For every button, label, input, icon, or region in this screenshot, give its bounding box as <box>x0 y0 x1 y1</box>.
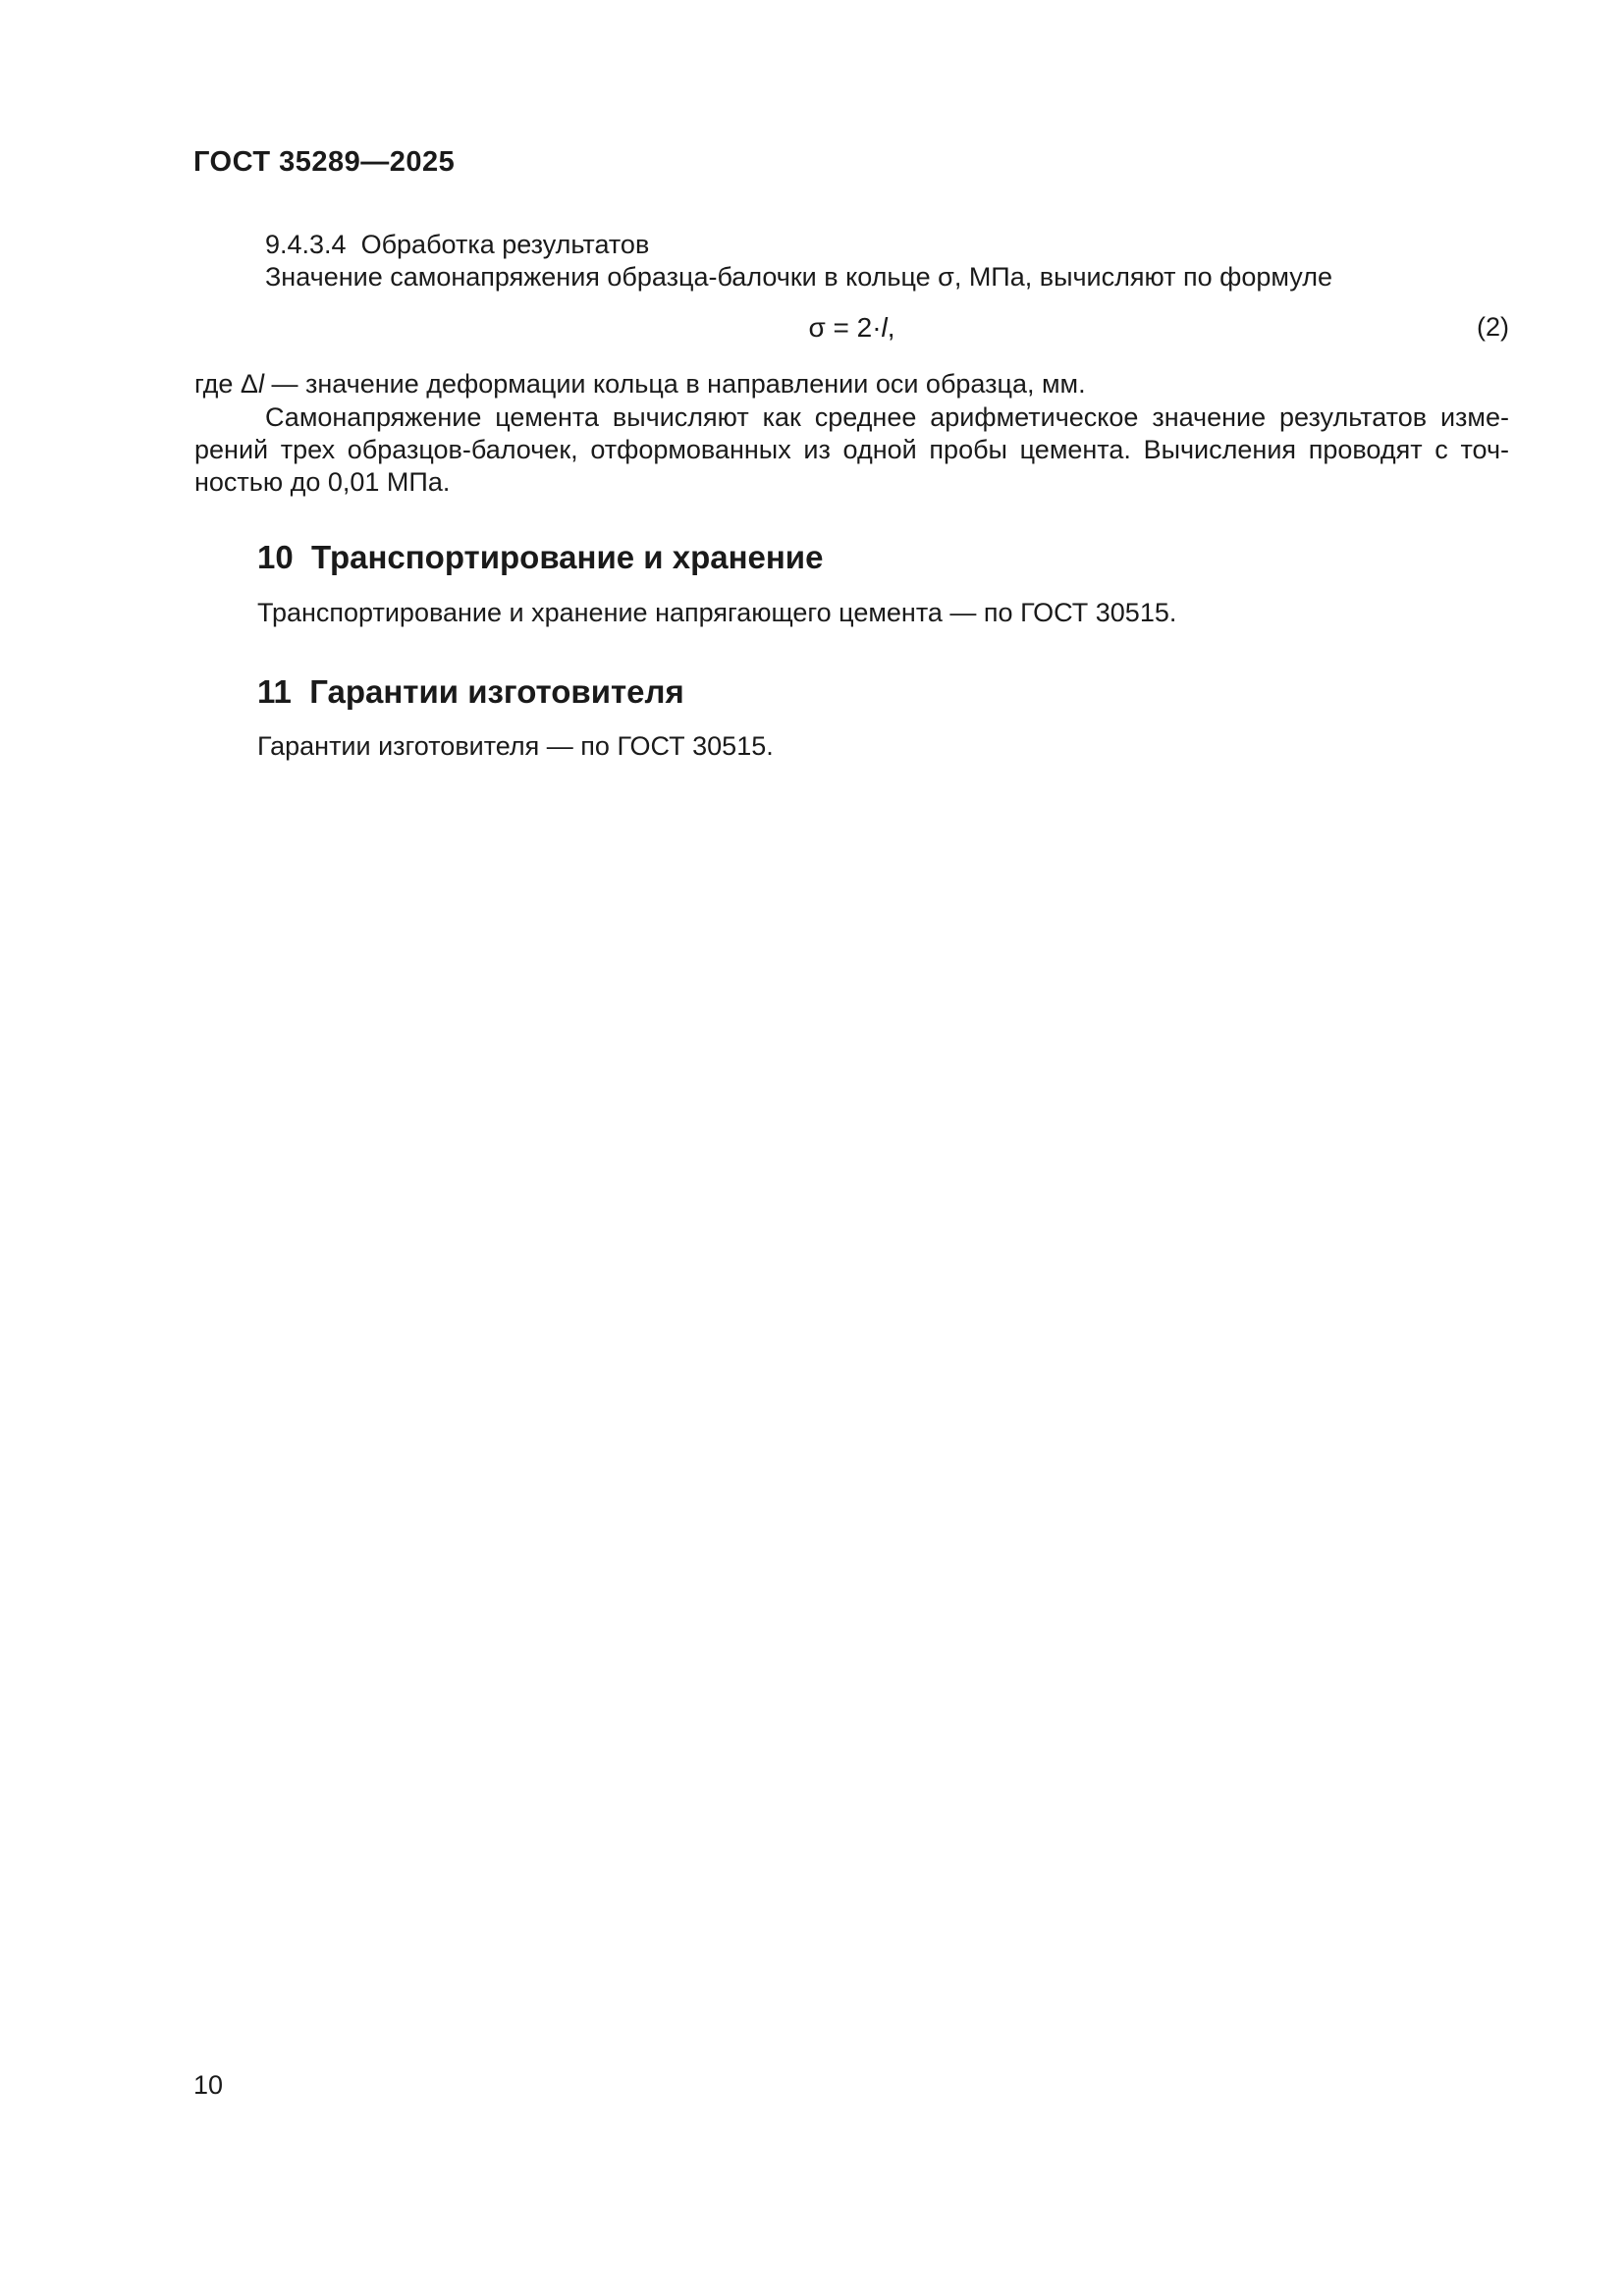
paragraph-line: рений трех образцов-балочек, отформованных из одной пробы цемента. Вычисления проводят с точ- <box>194 435 1509 464</box>
formula-tail: , <box>887 312 895 343</box>
formula-lhs: σ = 2· <box>808 312 882 343</box>
paragraph-line: ностью до 0,01 МПа. <box>194 467 451 497</box>
formula-number: (2) <box>1477 312 1509 342</box>
where-rest: — значение деформации кольца в направлении оси образца, мм. <box>263 369 1086 399</box>
formula-variable: l <box>881 312 888 343</box>
formula <box>194 311 1509 344</box>
paragraph-line: Самонапряжение цемента вычисляют как среднее арифметическое значение результатов изме- <box>265 402 1509 432</box>
section-heading-10: 10 Транспортирование и хранение <box>257 539 824 575</box>
where-variable: l <box>257 369 264 399</box>
section-11-body: Гарантии изготовителя — по ГОСТ 30515. <box>257 731 774 761</box>
running-header: ГОСТ 35289—2025 <box>193 146 456 178</box>
subsection-heading-9434: 9.4.3.4 Обработка результатов <box>265 230 650 259</box>
section-heading-11: 11 Гарантии изготовителя <box>257 673 684 710</box>
formula-row <box>194 311 1509 344</box>
where-prefix: где Δ <box>194 369 258 399</box>
intro-paragraph-line: Значение самонапряжения образца-балочки в кольце σ, МПа, вычисляют по формуле <box>265 262 1332 292</box>
page-number: 10 <box>193 2070 224 2100</box>
where-line <box>194 368 1509 400</box>
section-9-block <box>194 229 1509 294</box>
section-10-body: Транспортирование и хранение напрягающего цемента — по ГОСТ 30515. <box>257 598 1177 627</box>
result-paragraph <box>194 401 1509 499</box>
